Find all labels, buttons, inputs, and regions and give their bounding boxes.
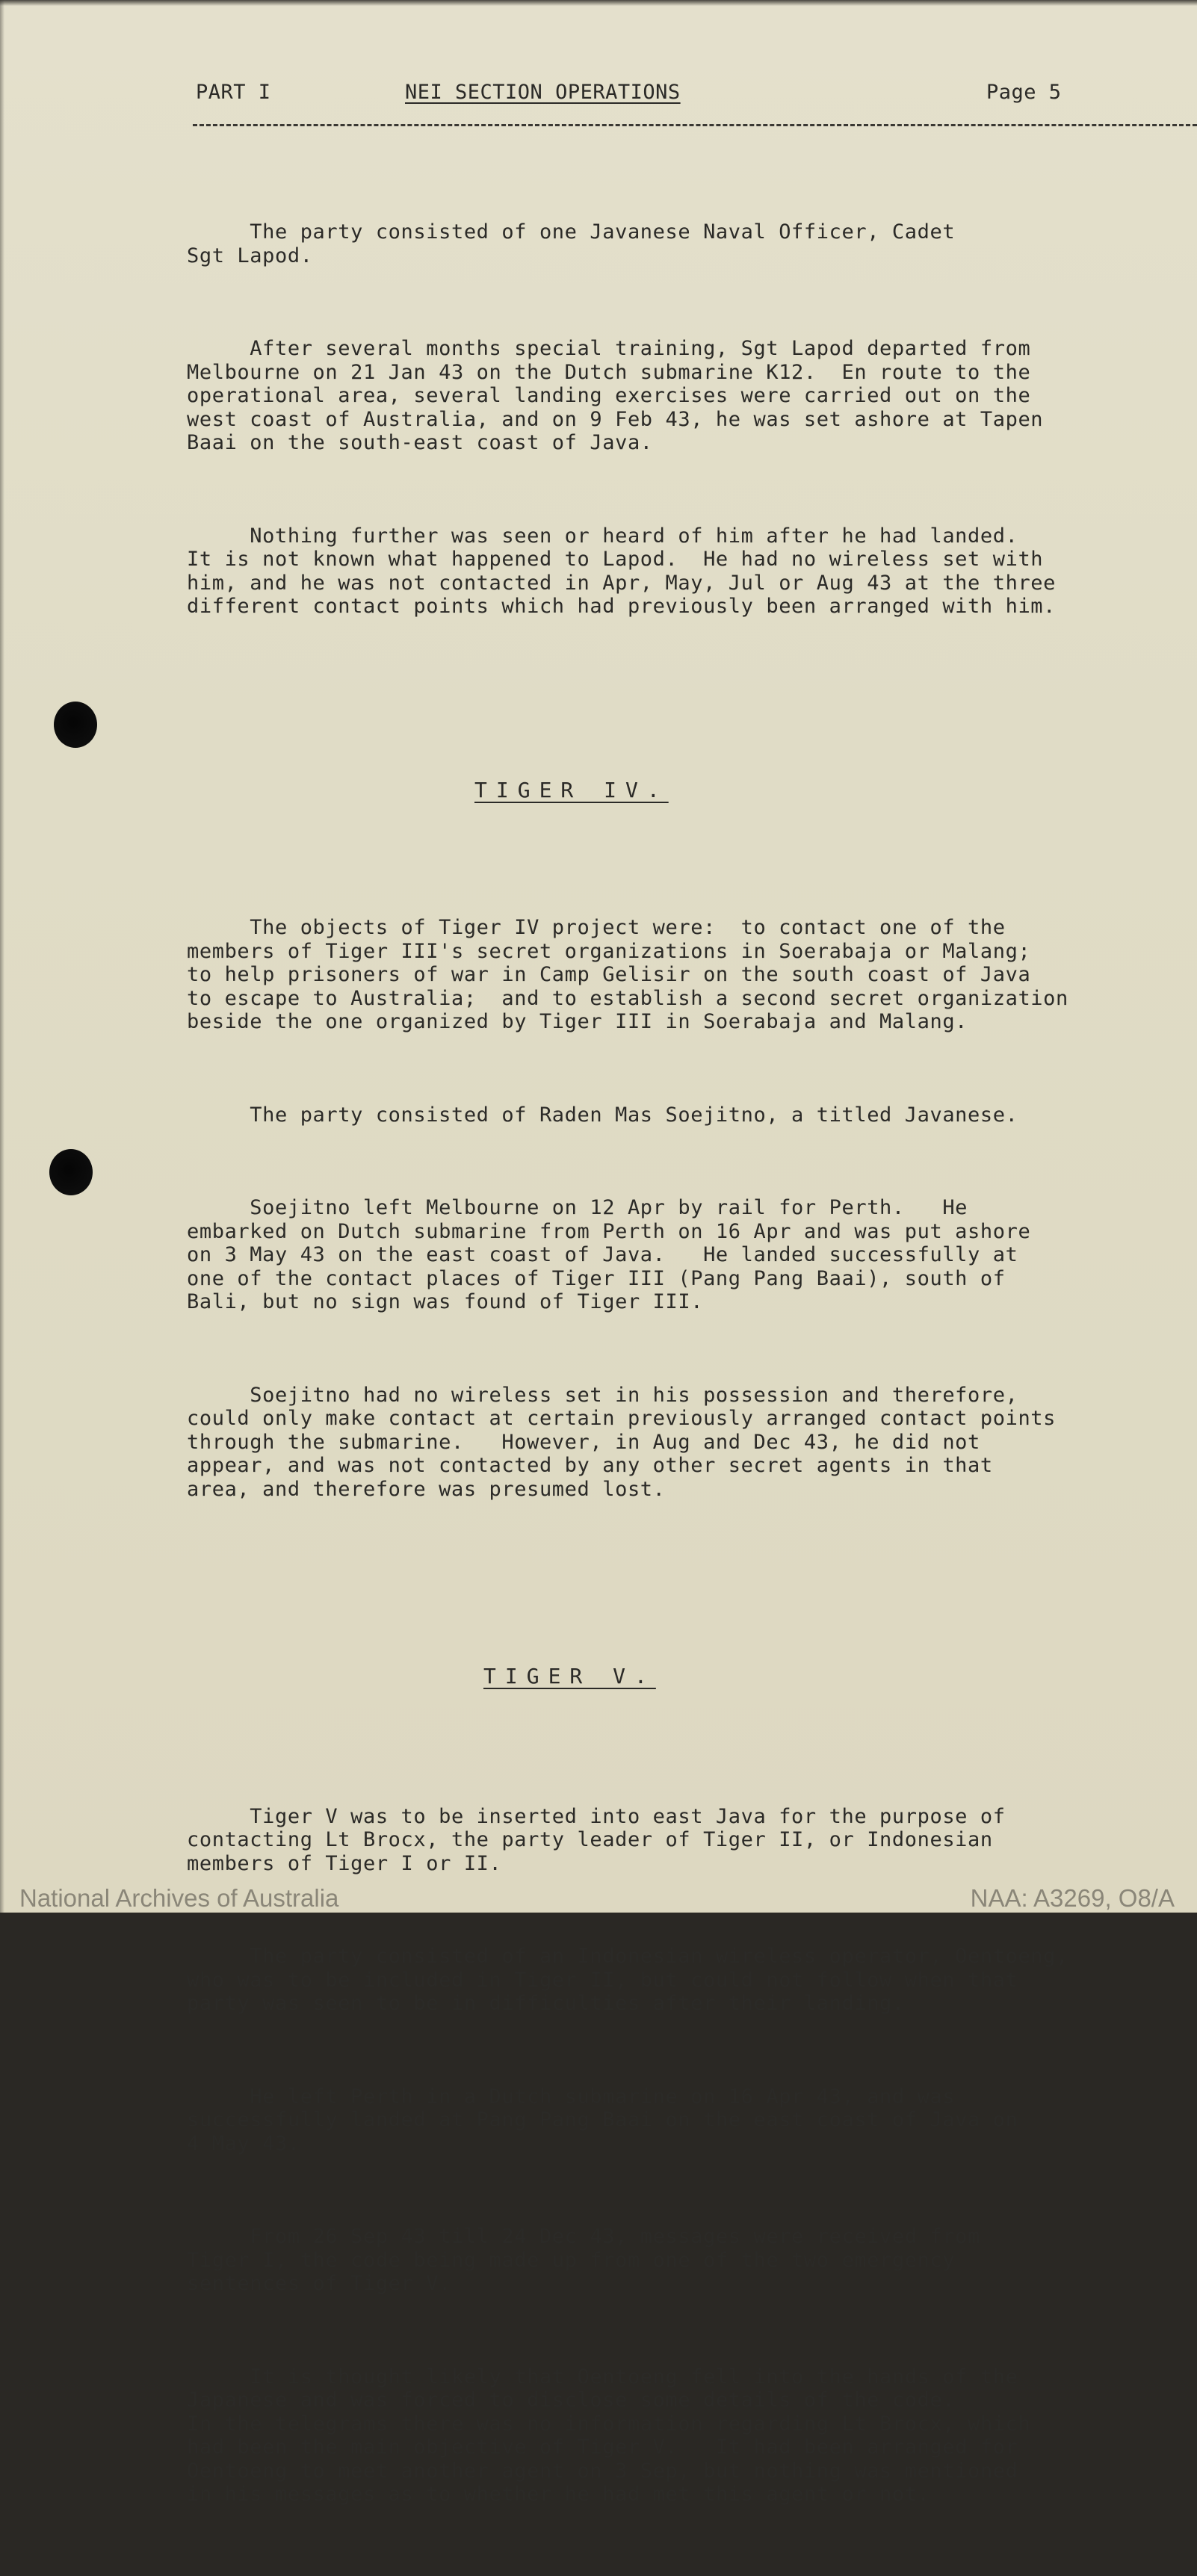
paragraph: Tiger V was to be inserted into east Java for the purpose of contacting Lt Brocx, the party leader of Tiger II, or Indonesian members of Tiger I or II. (187, 1804, 1006, 1875)
header-rule (193, 124, 1197, 126)
section-title: NEI SECTION OPERATIONS (405, 81, 681, 104)
paragraph: The party consisted of Raden Mas Soejitno, a titled Javanese. (187, 1103, 1018, 1127)
part-label: PART I (196, 81, 271, 104)
paragraph: Soejitno left Melbourne on 12 Apr by rail for Perth. He embarked on Dutch submarine from Perth on 16 Apr and was put ashore on 3 May 43 on the east coast of Java. He landed successfully at one of the contact places of Tiger III (Pang Pang Baai), south of Bali, but no sign was found of Tiger III. (187, 1196, 1031, 1313)
page-number: Page 5 (986, 81, 1062, 104)
paragraph: It is thought likely that Oentoeng fell into the hands of the Japanese and was forced to disclose some details of the code. In the telegrams there was no information regarding Lt Brocx, which had been the main objective of Tiger V. It had been arranged for Oentoeng to meet another agent on 3 Sep, but nothing was mentioned in his messages as to whether he had met this agent or not. (187, 2365, 1031, 2506)
archive-name: National Archives of Australia (19, 1884, 339, 1912)
paragraph: The party consisted of an Indonesian wireless operator, Oentoeng, who was to be included in Tiger II, but could not follow when that party was seen to be in difficulties after their landing. (187, 1945, 1068, 2015)
document-body (187, 173, 1188, 2576)
paragraph: After several months special training, Sgt Lapod departed from Melbourne on 21 Jan 43 on the Dutch submarine K12. En route to the operational area, several landing exercises were carried out on the west coast of Australia, and on 9 Feb 43, he was set ashore at Tapen Baai on the south-east coast of Java. (187, 337, 1044, 454)
paragraph: The objects of Tiger IV project were: to contact one of the members of Tiger III's secret organizations in Soerabaja or Malang; to help prisoners of war in Camp Gelisir on the south coast of Java to escape to Australia; and to establish a second secret organization beside the one organized by Tiger III in Soerabaja and Malang. (187, 916, 1068, 1033)
tiger-v-heading: TIGER V. (483, 1663, 656, 1688)
paragraph: From 26 Sep 43 till 24 Dec 43, messages were received from Tiger I, the code being made up from one of the two emergency sentences of Tiger V. (187, 2225, 980, 2295)
tiger-iv-heading: TIGER IV. (474, 778, 669, 802)
punch-hole (54, 702, 97, 748)
paragraph: Nothing further was seen or heard of him after he had landed. It is not known what happened to Lapod. He had no wireless set with him, and he was not contacted in Apr, May, Jul or Aug 43 at the three different contact points which had previously been arranged with him. (187, 524, 1057, 618)
paragraph: He left Perth in a Dutch submarine on 16 Apr 43, and was successfully landed at Pang Pang Baai on the east coast of Java on 4 May 43. (187, 2084, 1018, 2155)
page-header (196, 81, 1085, 111)
paragraph: The party consisted of one Javanese Naval Officer, Cadet Sgt Lapod. (187, 220, 956, 267)
archive-reference: NAA: A3269, O8/A (970, 1884, 1175, 1912)
punch-hole (49, 1149, 93, 1195)
paragraph: Soejitno had no wireless set in his possession and therefore, could only make contact at certain previously arranged contact points through the submarine. However, in Aug and Dec 43, he did not appear, and was not contacted by any other secret agents in that area, and therefore was presumed lost. (187, 1383, 1057, 1501)
